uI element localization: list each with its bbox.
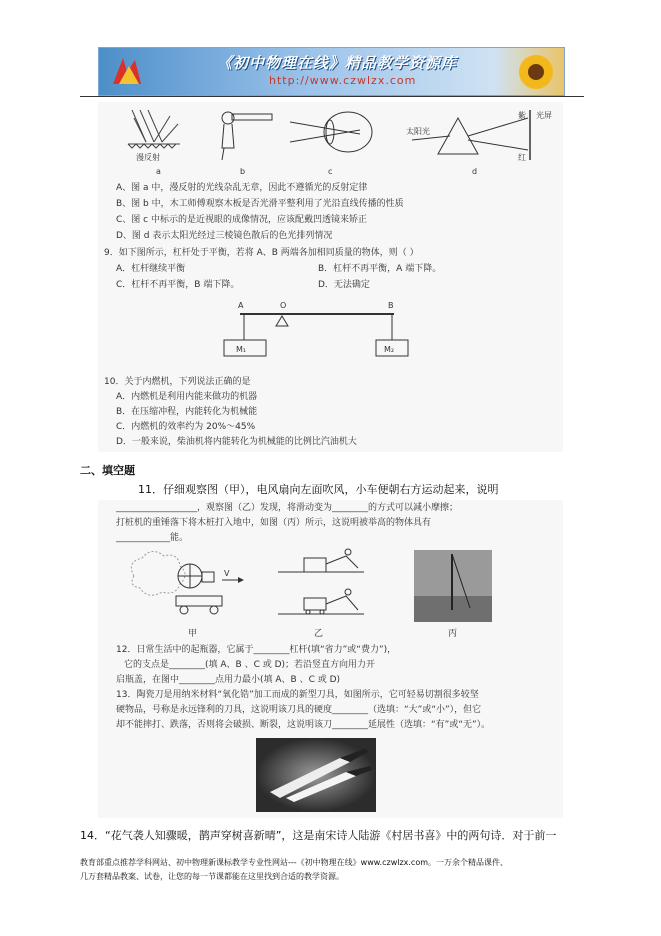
screen-label: 光屏 bbox=[536, 111, 552, 120]
q10-stem: 10．关于内燃机，下列说法正确的是 bbox=[104, 377, 251, 387]
figure-label-b: b bbox=[240, 167, 246, 176]
q12-line3: 启瓶盖，在图中________点用力最小(填 A、B 、C 或 D) bbox=[116, 675, 341, 685]
q10-option-d: D．一般来说，柴油机将内能转化为机械能的比例比汽油机大 bbox=[116, 437, 357, 447]
site-logo-icon bbox=[109, 54, 145, 88]
mass-m2: M₂ bbox=[384, 345, 395, 354]
q8-option-c: C、图 c 中标示的是近视眼的成像情况，应该配戴凹透镜来矫正 bbox=[116, 215, 367, 225]
banner-title: 《初中物理在线》精品教学资源库 bbox=[217, 54, 458, 72]
header-banner bbox=[98, 47, 565, 96]
figure-c-eye bbox=[290, 112, 372, 152]
figure-label-a: a bbox=[156, 167, 161, 176]
ceramic-knife-photo bbox=[256, 738, 376, 812]
lever-diagram bbox=[216, 296, 416, 362]
q9-option-a: A．杠杆继续平衡 bbox=[116, 264, 186, 274]
mass-m1: M₁ bbox=[236, 345, 247, 354]
q14-stem: 14．“花气袭人知骤暖，鹊声穿树喜新晴”，这是南宋诗人陆游《村居书喜》中的两句诗．对于前一 bbox=[80, 829, 557, 842]
figure-jia-fan-cart bbox=[131, 551, 244, 614]
q11-line2: __________________，观察图（乙）发现，将滑动变为________的方式可以减小摩擦； bbox=[116, 503, 459, 513]
optics-figures bbox=[120, 104, 560, 176]
q8-option-a: A、图 a 中，漫反射的光线杂乱无章，因此不遵循光的反射定律 bbox=[116, 183, 368, 193]
q11-line4: ____________能。 bbox=[116, 533, 189, 543]
red-label: 红 bbox=[518, 153, 526, 162]
lever-label-a: A bbox=[238, 301, 244, 310]
caption-jia: 甲 bbox=[188, 629, 198, 638]
header-rule bbox=[80, 96, 584, 97]
q10-option-a: A．内燃机是利用内能来做功的机器 bbox=[116, 392, 258, 402]
q9-option-d: D．无法确定 bbox=[318, 280, 370, 290]
figure-a-diffuse-reflection bbox=[128, 110, 180, 148]
sunlight-label: 太阳光 bbox=[406, 127, 430, 136]
banner-url[interactable]: http://www.czwlzx.com bbox=[269, 74, 417, 87]
q9-option-c: C．杠杆不再平衡，B 端下降。 bbox=[116, 280, 240, 290]
caption-yi: 乙 bbox=[314, 629, 324, 638]
q13-line1: 13．陶瓷刀是用纳米材料“氧化锆”加工而成的新型刀具，如图所示，它可轻易切割很多较坚 bbox=[116, 690, 479, 700]
sunflower-icon bbox=[514, 52, 558, 92]
violet-label: 紫 bbox=[518, 111, 526, 120]
figure-b-carpenter bbox=[222, 112, 272, 160]
section-fill-in-title: 二、填空题 bbox=[80, 464, 135, 477]
figure-yi-friction bbox=[278, 549, 364, 614]
caption-bing: 丙 bbox=[448, 629, 458, 638]
lever-label-o: O bbox=[280, 301, 287, 310]
lever-label-b: B bbox=[388, 301, 394, 310]
footer-line1: 教育部重点推荐学科网站、初中物理新课标教学专业性网站---《初中物理在线》www.czwlzx.com。一万余个精品课件、 bbox=[80, 858, 509, 867]
velocity-label: V bbox=[224, 569, 230, 578]
q12-line2: 它的支点是________(填 A、B 、C 或 D)；若沿竖直方向用力开 bbox=[124, 660, 376, 670]
q13-line2: 硬物品，号称是永远锋利的刀具，这说明该刀具的硬度________（选填：“大”或“小”），但它 bbox=[116, 705, 482, 715]
q8-option-d: D、图 d 表示太阳光经过三棱镜色散后的色光排列情况 bbox=[116, 231, 333, 241]
q9-option-b: B．杠杆不再平衡，A 端下降。 bbox=[318, 264, 442, 274]
figure-label-c: c bbox=[328, 167, 333, 176]
q8-option-b: B、图 b 中，木工师傅观察木板是否光滑平整利用了光沿直线传播的性质 bbox=[116, 199, 404, 209]
figure-bing-pile-driver-photo bbox=[414, 550, 492, 622]
q12-line1: 12．日常生活中的起瓶器，它属于________杠杆(填“省力”或“费力”)， bbox=[116, 645, 397, 655]
q11-line3: 打桩机的重锤落下将木桩打入地中，如图（丙）所示，这说明被举高的物体具有 bbox=[116, 518, 432, 528]
footer-line2: 几万套精品教案、试卷，让您的每一节课都能在这里找到合适的教学资源。 bbox=[80, 872, 344, 881]
q11-line1: 11．仔细观察图（甲），电风扇向左面吹风，小车便朝右方运动起来，说明 bbox=[138, 483, 499, 496]
q13-line3: 却不能摔打、跌落，否则将会破损、断裂，这说明该刀________延展性（选填：“有”或“无”）。 bbox=[116, 720, 491, 730]
q9-stem: 9．如下图所示，杠杆处于平衡，若将 A、B 两端各加相同质量的物体，则（ ） bbox=[104, 248, 419, 258]
diffuse-label: 漫反射 bbox=[136, 153, 160, 162]
q10-option-c: C．内燃机的效率约为 20%～45% bbox=[116, 422, 256, 432]
figure-label-d: d bbox=[472, 167, 478, 176]
q10-option-b: B．在压缩冲程，内能转化为机械能 bbox=[116, 407, 258, 417]
q11-figures bbox=[118, 546, 494, 638]
